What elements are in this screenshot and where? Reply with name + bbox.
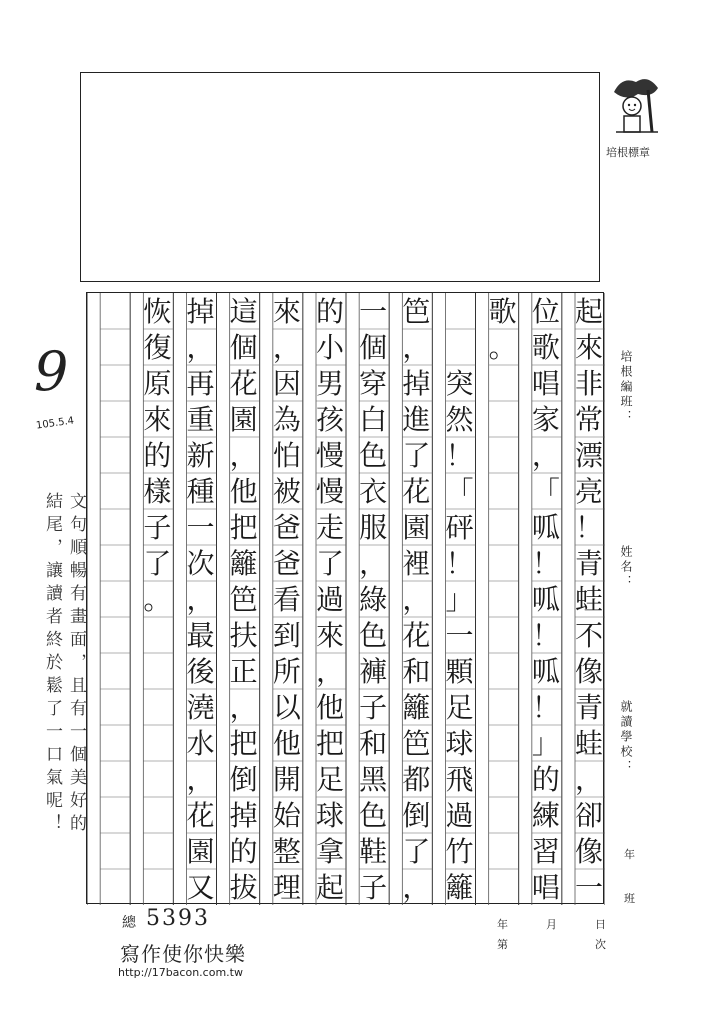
essay-char: ！ [531, 619, 560, 652]
essay-char: 像 [574, 655, 603, 688]
essay-char: ， [229, 439, 258, 472]
essay-char: 男 [315, 367, 344, 400]
essay-char: 倒 [402, 799, 431, 832]
essay-char: 籬 [229, 547, 258, 580]
essay-char: 再 [186, 367, 215, 400]
essay-char: ！ [574, 511, 603, 544]
essay-char: 原 [143, 367, 172, 400]
essay-char: 。 [488, 331, 517, 364]
essay-char: 「 [445, 475, 474, 508]
essay-char: 「 [531, 475, 560, 508]
grade-date: 105.5.4 [35, 415, 75, 432]
essay-char: 蛙 [574, 727, 603, 760]
essay-char: 他 [315, 691, 344, 724]
essay-char: 的 [315, 295, 344, 328]
essay-char: 所 [272, 655, 301, 688]
essay-char: 把 [229, 727, 258, 760]
essay-char: 青 [574, 691, 603, 724]
essay-char: 家 [531, 403, 560, 436]
essay-char: 拿 [315, 835, 344, 868]
essay-char: 唱 [531, 367, 560, 400]
essay-char: 笆 [402, 295, 431, 328]
essay-char: ， [229, 691, 258, 724]
essay-char: 鞋 [359, 835, 388, 868]
essay-char: 又 [186, 871, 215, 904]
essay-char: 足 [315, 763, 344, 796]
essay-char: 衣 [359, 475, 388, 508]
essay-char: 最 [186, 619, 215, 652]
essay-char: 蛙 [574, 583, 603, 616]
essay-char: 和 [359, 727, 388, 760]
essay-char: 竹 [445, 835, 474, 868]
essay-char: 不 [574, 619, 603, 652]
essay-char: 小 [315, 331, 344, 364]
essay-char: 呱 [531, 511, 560, 544]
essay-char: 他 [272, 727, 301, 760]
essay-char: ， [574, 763, 603, 796]
essay-char: 來 [143, 403, 172, 436]
essay-char: ， [272, 331, 301, 364]
essay-char: 籬 [402, 691, 431, 724]
essay-char: 砰 [445, 511, 474, 544]
essay-char: 個 [229, 331, 258, 364]
essay-char: 的 [531, 763, 560, 796]
essay-char: 球 [315, 799, 344, 832]
essay-char: 理 [272, 871, 301, 904]
essay-char: 青 [574, 547, 603, 580]
essay-char: 因 [272, 367, 301, 400]
essay-char: 過 [445, 799, 474, 832]
essay-char: 都 [402, 763, 431, 796]
essay-char: 爸 [272, 547, 301, 580]
essay-char: 唱 [531, 871, 560, 904]
essay-char: 黑 [359, 763, 388, 796]
essay-char: 。 [143, 583, 172, 616]
essay-char: 怕 [272, 439, 301, 472]
essay-char: 的 [229, 835, 258, 868]
essay-char: 被 [272, 475, 301, 508]
essay-char: 花 [402, 619, 431, 652]
essay-char: 為 [272, 403, 301, 436]
essay-char: 園 [402, 511, 431, 544]
essay-char: 掉 [229, 799, 258, 832]
essay-char: 然 [445, 403, 474, 436]
essay-char: ！ [531, 547, 560, 580]
essay-char: 恢 [143, 295, 172, 328]
essay-char: 了 [315, 547, 344, 580]
essay-char: 扶 [229, 619, 258, 652]
essay-char: 孩 [315, 403, 344, 436]
essay-char: 來 [272, 295, 301, 328]
essay-char: 突 [445, 367, 474, 400]
essay-char: 掉 [186, 295, 215, 328]
essay-char: 澆 [186, 691, 215, 724]
essay-char: 籬 [445, 871, 474, 904]
essay-char: 位 [531, 295, 560, 328]
essay-char: ， [186, 763, 215, 796]
essay-char: 了 [143, 547, 172, 580]
essay-char: 看 [272, 583, 301, 616]
essay-char: 來 [315, 619, 344, 652]
essay-char: 花 [186, 799, 215, 832]
essay-char: 顆 [445, 655, 474, 688]
essay-char: 花 [402, 475, 431, 508]
essay-char: 次 [186, 547, 215, 580]
essay-char: 始 [272, 799, 301, 832]
label-class: 培根編班： [619, 350, 633, 425]
essay-char: ， [402, 331, 431, 364]
essay-char: 把 [315, 727, 344, 760]
essay-char: ！ [445, 547, 474, 580]
essay-char: 非 [574, 367, 603, 400]
essay-char: ， [402, 583, 431, 616]
essay-char: 水 [186, 727, 215, 760]
essay-char: ， [359, 547, 388, 580]
essay-char: 以 [272, 691, 301, 724]
essay-char: 種 [186, 475, 215, 508]
essay-char: 白 [359, 403, 388, 436]
essay-char: 褲 [359, 655, 388, 688]
essay-char: 笆 [229, 583, 258, 616]
stamp-box [80, 72, 600, 282]
essay-char: 亮 [574, 475, 603, 508]
essay-char: 球 [445, 727, 474, 760]
essay-char: ， [186, 331, 215, 364]
essay-char: 倒 [229, 763, 258, 796]
essay-char: 呱 [531, 583, 560, 616]
footer-year: 年 [497, 918, 508, 931]
essay-char: 園 [229, 403, 258, 436]
footer-ordinal: 第 [497, 938, 508, 951]
essay-char: ！ [445, 439, 474, 472]
essay-char: 過 [315, 583, 344, 616]
essay-char: 練 [531, 799, 560, 832]
essay-char: 整 [272, 835, 301, 868]
score-prefix: 總 [122, 915, 136, 931]
score-number: 5393 [146, 906, 210, 931]
essay-char: 他 [229, 475, 258, 508]
essay-char: 子 [359, 691, 388, 724]
essay-char: 拔 [229, 871, 258, 904]
essay-char: 了 [402, 835, 431, 868]
essay-char: 一 [574, 871, 603, 904]
label-name: 姓名： [619, 545, 633, 590]
essay-char: 一 [186, 511, 215, 544]
essay-char: 花 [229, 367, 258, 400]
essay-char: 樣 [143, 475, 172, 508]
essay-char: 了 [402, 439, 431, 472]
essay-char: 穿 [359, 367, 388, 400]
essay-char: 漂 [574, 439, 603, 472]
label-school: 就讀學校： [619, 700, 633, 775]
teacher-comment-1: 文句順暢有畫面，且有一個美好的 [66, 492, 86, 837]
essay-char: 像 [574, 835, 603, 868]
essay-char: 子 [359, 871, 388, 904]
essay-char: 新 [186, 439, 215, 472]
footer-day: 日 [595, 918, 606, 931]
essay-char: 色 [359, 439, 388, 472]
essay-char: 足 [445, 691, 474, 724]
essay-char: ， [315, 655, 344, 688]
essay-char: 服 [359, 511, 388, 544]
essay-char: 正 [229, 655, 258, 688]
site-url: http://17bacon.com.tw [118, 966, 243, 979]
essay-char: 一 [445, 619, 474, 652]
essay-char: 一 [359, 295, 388, 328]
footer-month: 月 [546, 918, 557, 931]
essay-char: 裡 [402, 547, 431, 580]
essay-char: 起 [315, 871, 344, 904]
essay-char: 」 [531, 727, 560, 760]
essay-char: 卻 [574, 799, 603, 832]
essay-char: 進 [402, 403, 431, 436]
essay-char: 慢 [315, 439, 344, 472]
essay-char: ， [531, 439, 560, 472]
essay-char: 走 [315, 511, 344, 544]
essay-char: 慢 [315, 475, 344, 508]
essay-char: 笆 [402, 727, 431, 760]
teacher-comment-2: 結尾，讓讀者終於鬆了一口氣呢！ [42, 492, 62, 837]
essay-char: 綠 [359, 583, 388, 616]
footer-times: 次 [595, 938, 606, 951]
essay-char: 」 [445, 583, 474, 616]
essay-char: 飛 [445, 763, 474, 796]
essay-char: 個 [359, 331, 388, 364]
essay-char: 園 [186, 835, 215, 868]
slogan: 寫作使你快樂 [120, 942, 246, 966]
essay-char: 後 [186, 655, 215, 688]
essay-char: ， [402, 871, 431, 904]
essay-char: 色 [359, 799, 388, 832]
stamp-label: 培根標章 [606, 146, 650, 159]
essay-char: 子 [143, 511, 172, 544]
essay-char: 把 [229, 511, 258, 544]
essay-char: ， [186, 583, 215, 616]
essay-char: 常 [574, 403, 603, 436]
label-class-unit: 班 [624, 892, 635, 905]
essay-char: ！ [531, 691, 560, 724]
essay-char: 呱 [531, 655, 560, 688]
essay-char: 這 [229, 295, 258, 328]
essay-char: 到 [272, 619, 301, 652]
essay-char: 的 [143, 439, 172, 472]
essay-char: 起 [574, 295, 603, 328]
tree-mascot-icon [608, 72, 664, 142]
grade-mark: 9 [34, 340, 69, 403]
essay-char: 習 [531, 835, 560, 868]
essay-char: 爸 [272, 511, 301, 544]
essay-char: 復 [143, 331, 172, 364]
essay-body [86, 292, 604, 904]
essay-char: 開 [272, 763, 301, 796]
essay-char: 歌 [488, 295, 517, 328]
essay-char: 掉 [402, 367, 431, 400]
essay-char: 來 [574, 331, 603, 364]
essay-char: 色 [359, 619, 388, 652]
essay-char: 和 [402, 655, 431, 688]
essay-char: 歌 [531, 331, 560, 364]
essay-char: 重 [186, 403, 215, 436]
label-grade: 年 [624, 848, 635, 861]
